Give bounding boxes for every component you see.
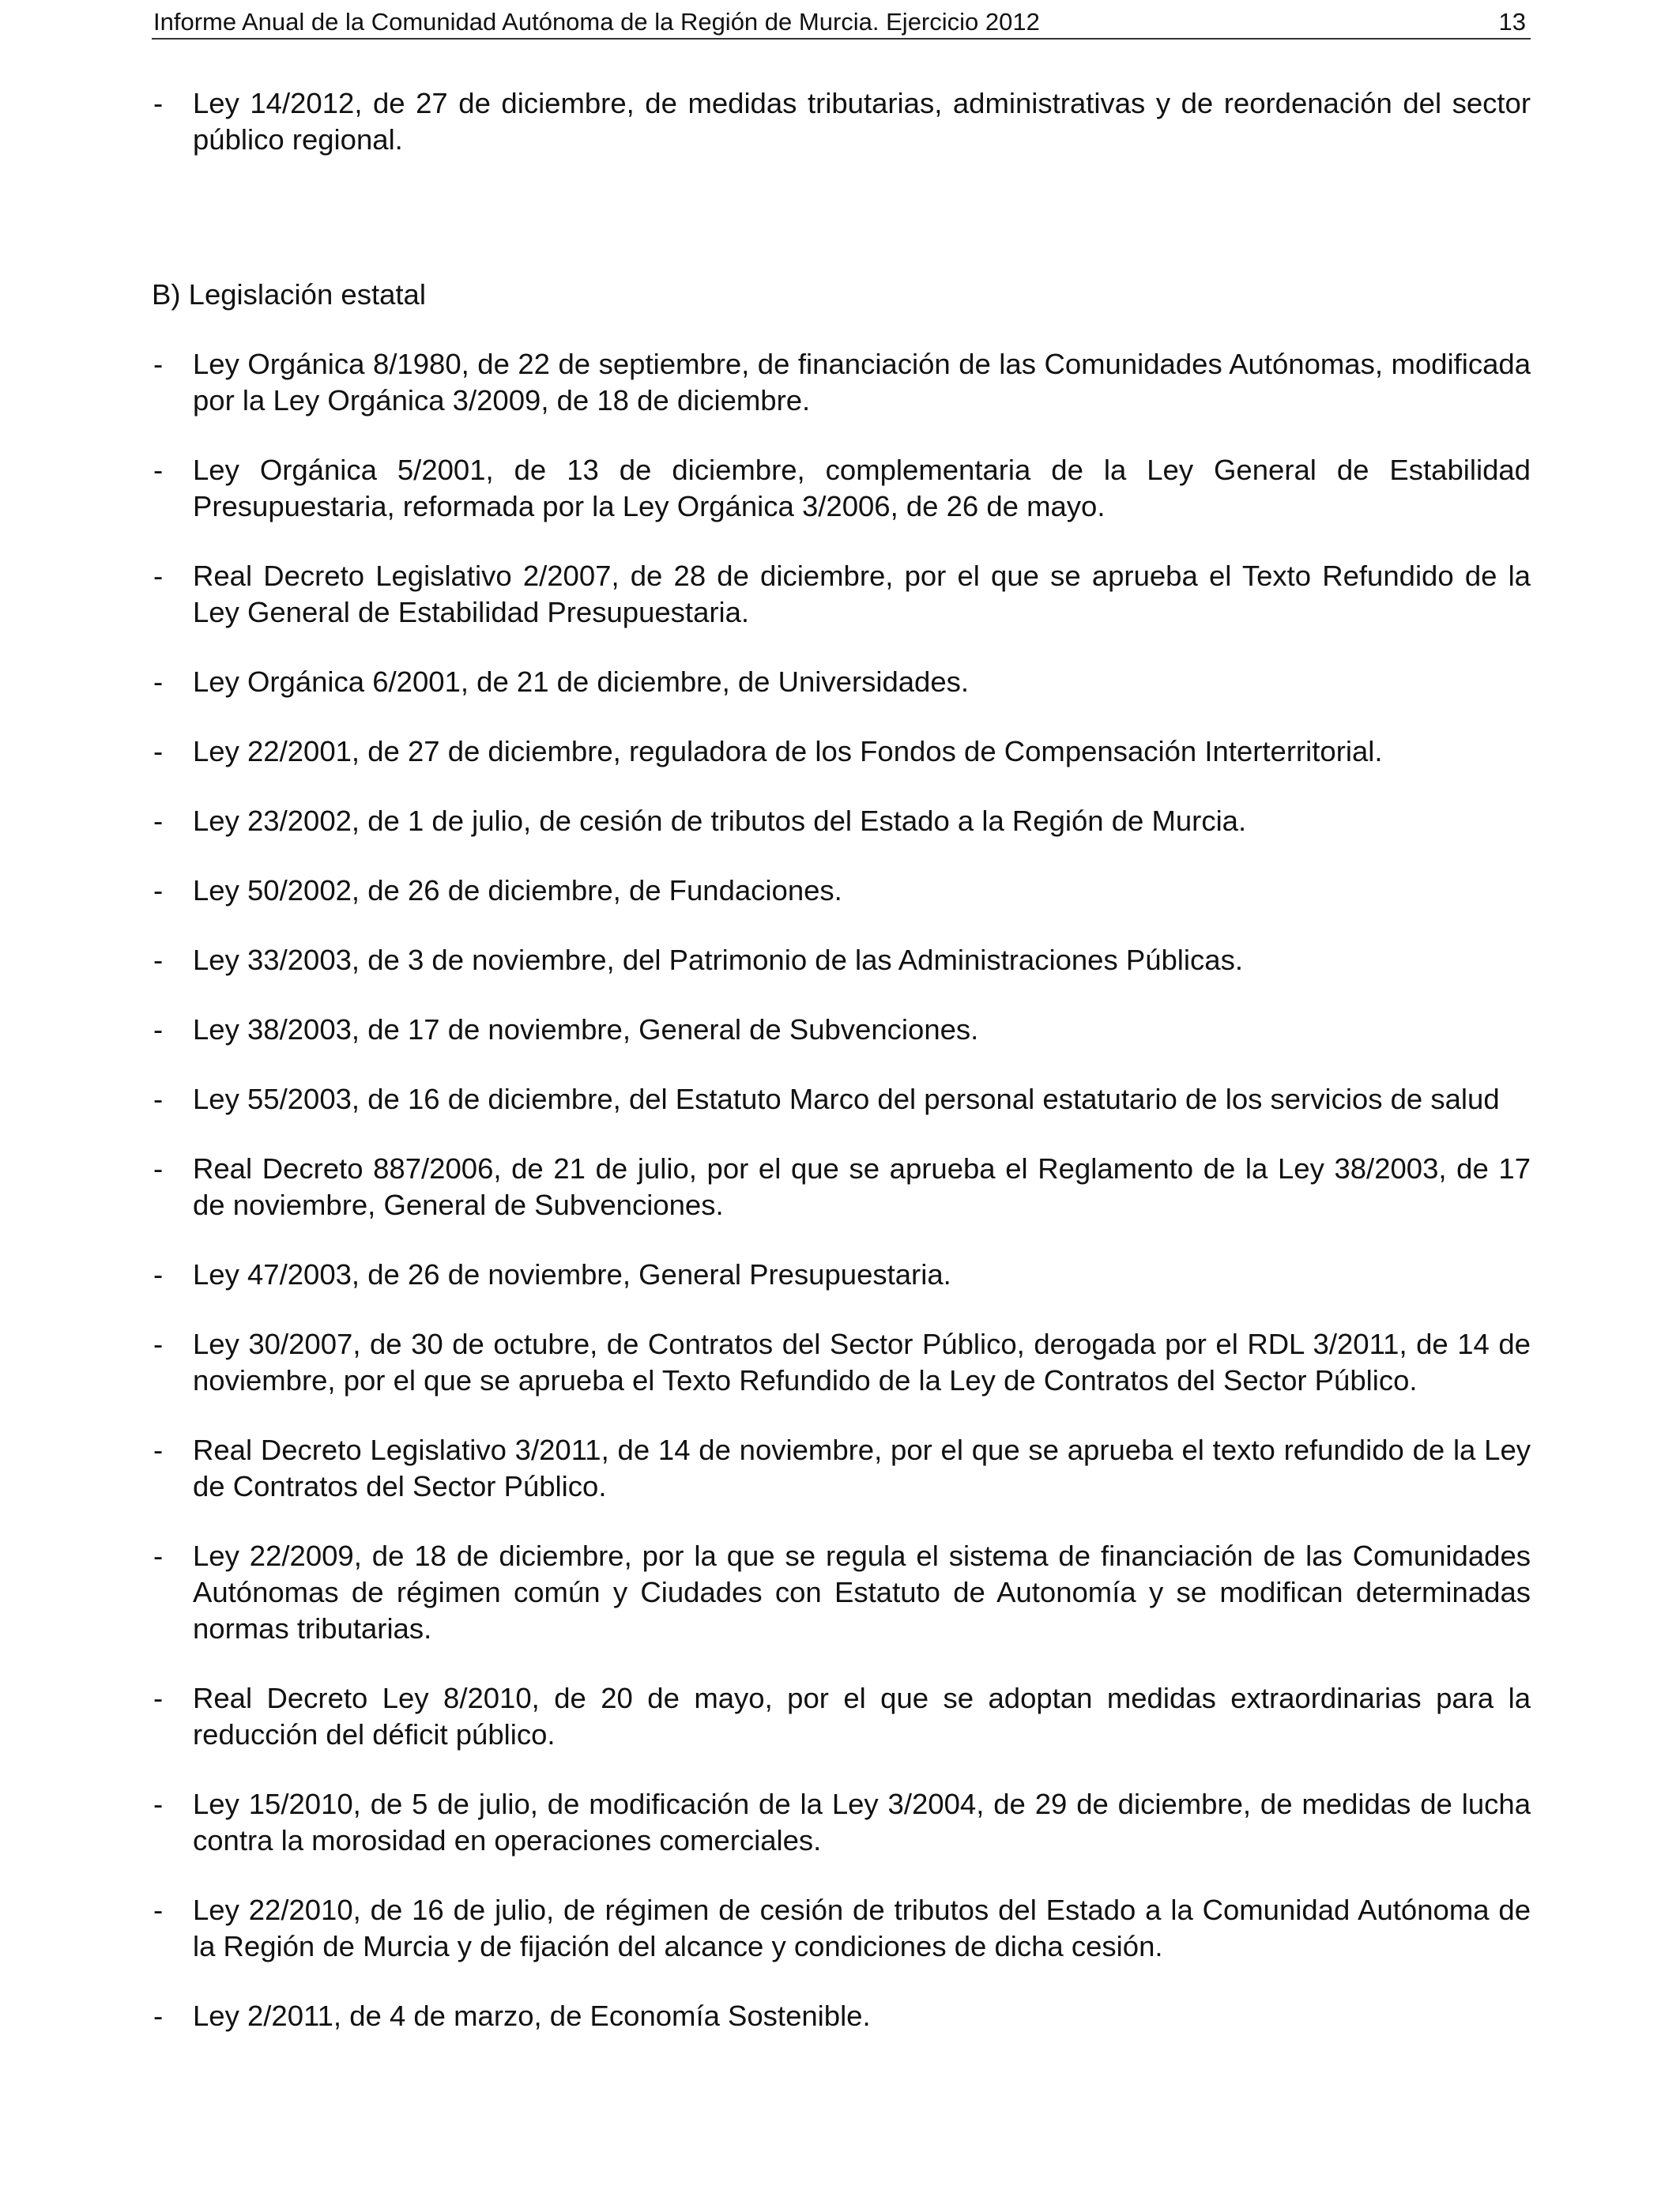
list-item <box>152 1998 1531 2034</box>
list-bullet: - <box>153 560 164 592</box>
list-item <box>152 1257 1531 1293</box>
list-bullet: - <box>153 1328 164 1360</box>
list-bullet: - <box>153 735 164 767</box>
list-bullet: - <box>153 87 164 119</box>
list-item <box>152 1786 1531 1859</box>
list-item-text: Ley Orgánica 5/2001, de 13 de diciembre, complementaria de la Ley General de Estabilidad Presupuestaria, reformada por la Ley Orgánica 3/2006, de 26 de mayo. <box>193 454 1531 522</box>
list-item-text: Real Decreto 887/2006, de 21 de julio, por el que se aprueba el Reglamento de la Ley 38/2003, de 17 de noviembre, General de Subvenciones. <box>193 1152 1531 1221</box>
list-bullet: - <box>153 1434 164 1466</box>
list-item-text: Ley 14/2012, de 27 de diciembre, de medidas tributarias, administrativas y de reordenación del sector público regional. <box>193 87 1531 156</box>
list-item-text: Real Decreto Ley 8/2010, de 20 de mayo, por el que se adoptan medidas extraordinarias para la reducción del déficit público. <box>193 1682 1531 1751</box>
document-body <box>152 85 1531 2068</box>
list-bullet: - <box>153 805 164 837</box>
list-item <box>152 733 1531 770</box>
list-bullet: - <box>153 1682 164 1714</box>
list-item-text: Ley 23/2002, de 1 de julio, de cesión de tributos del Estado a la Región de Murcia. <box>193 805 1247 837</box>
list-item-text: Ley Orgánica 6/2001, de 21 de diciembre, de Universidades. <box>193 665 970 698</box>
list-bullet: - <box>153 1152 164 1185</box>
list-item-text: Ley 2/2011, de 4 de marzo, de Economía Sostenible. <box>193 2000 871 2032</box>
list-item-text: Ley 50/2002, de 26 de diciembre, de Fundaciones. <box>193 874 842 907</box>
list-bullet: - <box>153 1013 164 1046</box>
list-item <box>152 85 1531 158</box>
list-item <box>152 1538 1531 1647</box>
list-bullet: - <box>153 1540 164 1572</box>
list-bullet: - <box>153 348 164 380</box>
list-item-text: Ley 15/2010, de 5 de julio, de modificación de la Ley 3/2004, de 29 de diciembre, de medidas de lucha contra la morosidad en operaciones comerciales. <box>193 1788 1531 1857</box>
list-item <box>152 664 1531 700</box>
list-item-text: Real Decreto Legislativo 2/2007, de 28 de diciembre, por el que se aprueba el Texto Refundido de la Ley General de Estabilidad Presupuestaria. <box>193 560 1531 628</box>
list-bullet: - <box>153 944 164 976</box>
list-item-text: Ley 55/2003, de 16 de diciembre, del Estatuto Marco del personal estatutario de los servicios de salud <box>193 1083 1500 1115</box>
list-item-text: Ley 38/2003, de 17 de noviembre, General de Subvenciones. <box>193 1013 979 1046</box>
list-item-text: Ley Orgánica 8/1980, de 22 de septiembre, de financiación de las Comunidades Autónomas, modificada por la Ley Orgánica 3/2009, de 18 de diciembre. <box>193 348 1531 417</box>
list-item-text: Ley 30/2007, de 30 de octubre, de Contratos del Sector Público, derogada por el RDL 3/2011, de 14 de noviembre, por el que se aprueba el Texto Refundido de la Ley de Contratos del Sector Público. <box>193 1328 1531 1397</box>
list-item-text: Ley 22/2001, de 27 de diciembre, reguladora de los Fondos de Compensación Interterritorial. <box>193 735 1383 767</box>
list-bullet: - <box>153 1258 164 1291</box>
list-bullet: - <box>153 1894 164 1926</box>
list-item <box>152 803 1531 839</box>
list-item <box>152 942 1531 978</box>
list-bullet: - <box>153 665 164 698</box>
list-item-text: Ley 33/2003, de 3 de noviembre, del Patrimonio de las Administraciones Públicas. <box>193 944 1243 976</box>
list-item <box>152 558 1531 631</box>
list-item <box>152 873 1531 909</box>
page-header <box>152 6 1531 40</box>
page-number: 13 <box>1498 8 1526 36</box>
list-item <box>152 1012 1531 1048</box>
list-bullet: - <box>153 2000 164 2032</box>
list-bullet: - <box>153 1788 164 1820</box>
list-item-text: Ley 22/2010, de 16 de julio, de régimen de cesión de tributos del Estado a la Comunidad Autónoma de la Región de Murcia y de fijación del alcance y condiciones de dicha cesión. <box>193 1894 1531 1962</box>
list-item <box>152 452 1531 525</box>
list-item-text: Real Decreto Legislativo 3/2011, de 14 de noviembre, por el que se aprueba el texto refundido de la Ley de Contratos del Sector Público. <box>193 1434 1531 1502</box>
list-bullet: - <box>153 1083 164 1115</box>
list-bullet: - <box>153 874 164 907</box>
list-item-text: Ley 47/2003, de 26 de noviembre, General Presupuestaria. <box>193 1258 951 1291</box>
list-item <box>152 1432 1531 1505</box>
list-item <box>152 1151 1531 1223</box>
document-title: Informe Anual de la Comunidad Autónoma de la Región de Murcia. Ejercicio 2012 <box>153 8 1040 36</box>
legislation-list <box>152 346 1531 2034</box>
list-item <box>152 1326 1531 1399</box>
list-item <box>152 1680 1531 1753</box>
list-item <box>152 346 1531 419</box>
list-item <box>152 1892 1531 1965</box>
list-item-text: Ley 22/2009, de 18 de diciembre, por la que se regula el sistema de financiación de las Comunidades Autónomas de régimen común y Ciudades con Estatuto de Autonomía y se modifican determinadas normas tributarias. <box>193 1540 1531 1645</box>
list-bullet: - <box>153 454 164 486</box>
list-item <box>152 1081 1531 1118</box>
section-title: B) Legislación estatal <box>152 278 426 311</box>
